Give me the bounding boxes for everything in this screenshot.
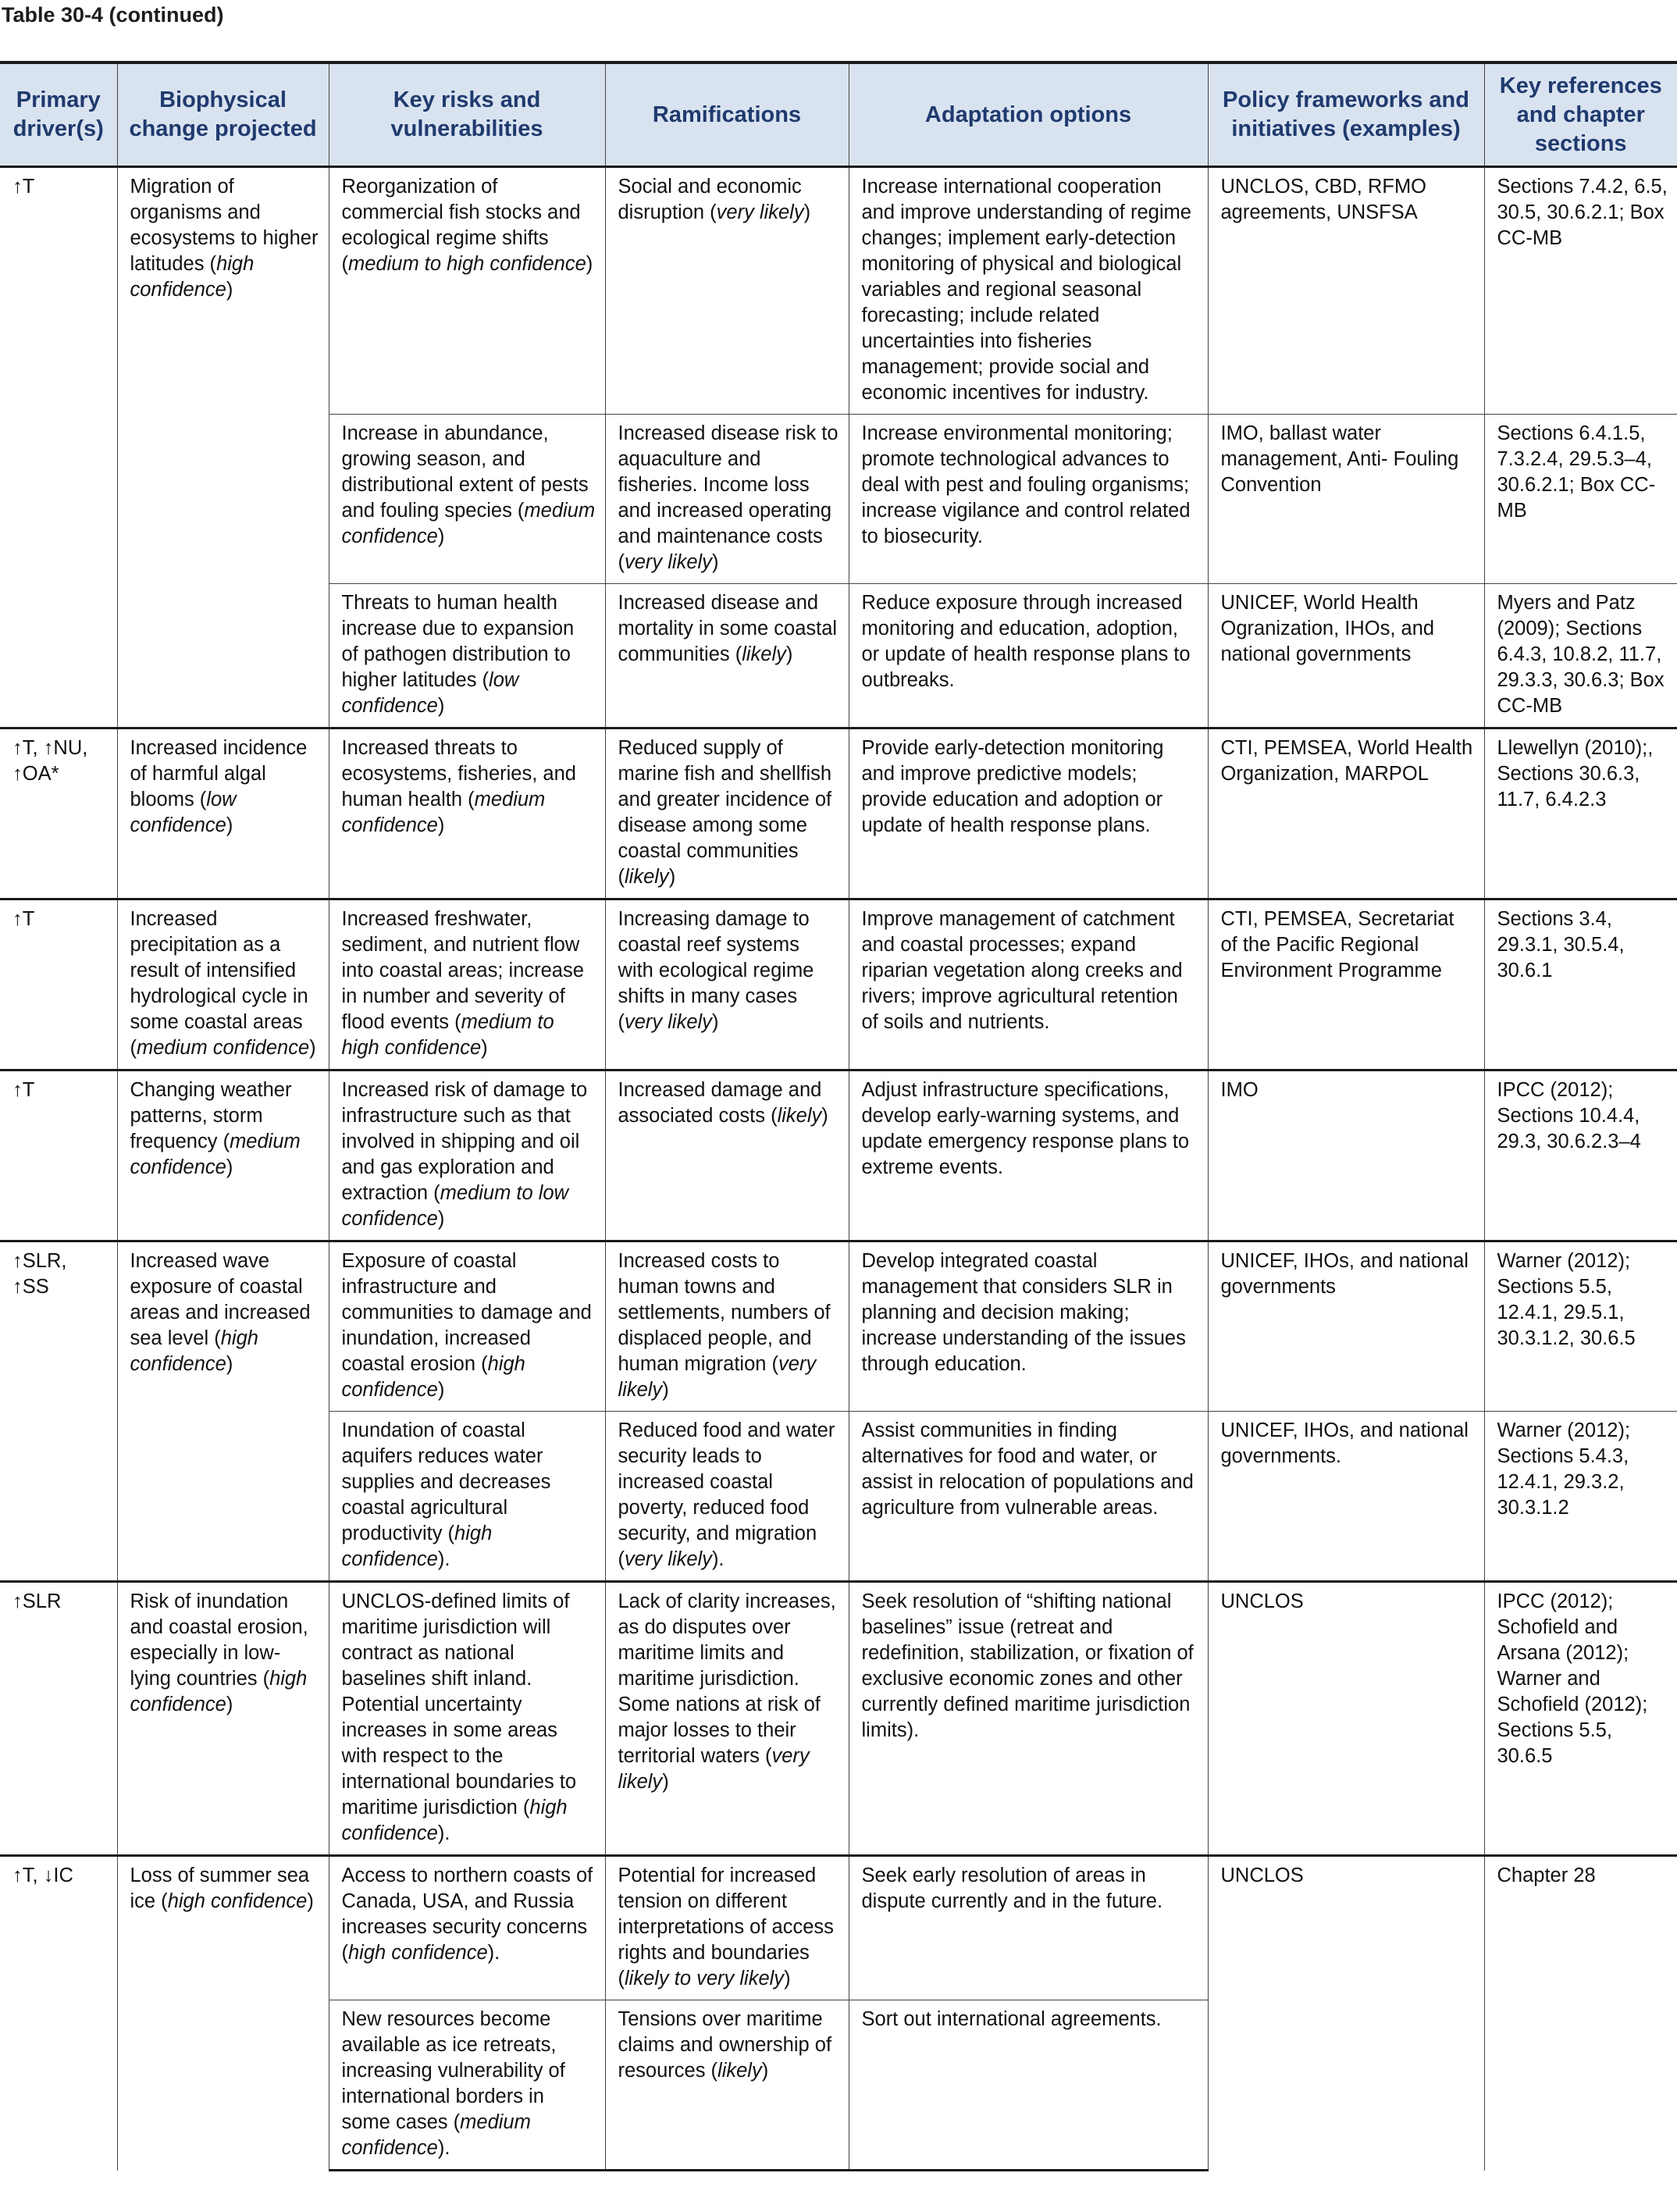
references-cell: Llewellyn (2010);, Sections 30.6.3, 11.7, 6.4.2.3 [1484,728,1677,899]
cell-text: ) [226,1353,233,1375]
ramification-cell [605,1070,849,1241]
policy-cell: IMO, ballast water management, Anti- Fouling Convention [1208,415,1484,584]
ramification-cell [605,2000,849,2171]
references-cell: Warner (2012); Sections 5.5, 12.4.1, 29.5.1, 30.3.1.2, 30.6.5 [1484,1241,1677,1412]
references-cell: Warner (2012); Sections 5.4.3, 12.4.1, 29.3.2, 30.3.1.2 [1484,1412,1677,1582]
confidence-level: very likely [625,1011,712,1033]
confidence-level: very likely [625,1548,712,1570]
confidence-level: very likely [618,1745,810,1793]
adaptation-cell: Reduce exposure through increased monitoring and education, adoption, or update of health response plans to outbreaks. [849,584,1208,728]
cell-text: ) [226,1694,233,1715]
confidence-level: medium confidence [341,500,596,547]
confidence-level: likely to very likely [625,1968,785,1989]
cell-text: ). [437,2137,450,2159]
policy-cell: UNICEF, IHOs, and national governments [1208,1241,1484,1412]
cell-text: Increased incidence of harmful algal blooms ( [130,737,308,810]
key-risk-cell [329,2000,605,2171]
table-row [0,728,1677,899]
header-policy-frameworks: Policy frameworks and initiatives (examples) [1208,62,1484,167]
adaptation-cell: Adjust infrastructure specifications, develop early-warning systems, and update emergency response plans to extreme events. [849,1070,1208,1241]
cell-text: ). [437,1548,450,1570]
confidence-level: medium confidence [130,1131,301,1178]
biophysical-change-cell [117,1856,329,2171]
cell-text: Threats to human health increase due to expansion of pathogen distribution to higher latitudes ( [341,592,575,691]
ramification-cell [605,1856,849,2000]
key-risk-cell [329,1070,605,1241]
confidence-level: likely [777,1105,822,1127]
confidence-level: very likely [618,1353,817,1401]
references-cell: Sections 3.4, 29.3.1, 30.5.4, 30.6.1 [1484,899,1677,1070]
cell-text: Increasing damage to coastal reef systems with ecological regime shifts in many cases ( [618,908,814,1033]
cell-text: Changing weather patterns, storm frequency ( [130,1079,292,1152]
cell-text: ) [437,1379,445,1401]
biophysical-change-cell [117,167,329,728]
cell-text: Increase in abundance, growing season, and distributional extent of pests and fouling species ( [341,422,589,522]
table-row [0,899,1677,1070]
cell-text: Lack of clarity increases, as do disputes over maritime limits and maritime jurisdiction. Some nations at risk of major losses to their territorial waters ( [618,1590,836,1767]
key-risk-cell [329,1241,605,1412]
key-risk-cell [329,728,605,899]
confidence-level: high confidence [167,1890,308,1912]
policy-cell: IMO [1208,1070,1484,1241]
header-key-risks: Key risks and vulnerabilities [329,62,605,167]
primary-driver-cell: ↑SLR, ↑SS [0,1241,117,1582]
adaptation-cell: Provide early-detection monitoring and improve predictive models; provide education and adoption or update of health response plans. [849,728,1208,899]
key-risk-cell [329,167,605,415]
confidence-level: medium to high confidence [348,253,586,275]
primary-driver-cell: ↑T [0,899,117,1070]
header-biophysical-change: Biophysical change projected [117,62,329,167]
adaptation-cell: Assist communities in finding alternatives for food and water, or assist in relocation of populations and agriculture from vulnerable areas. [849,1412,1208,1582]
policy-cell: UNCLOS [1208,1856,1484,2171]
ramification-cell [605,1582,849,1856]
biophysical-change-cell [117,899,329,1070]
cell-text: Access to northern coasts of Canada, USA, and Russia increases security concerns ( [341,1865,593,1964]
cell-text: ) [437,695,445,717]
ramification-cell [605,899,849,1070]
table-row [0,1070,1677,1241]
ramification-cell [605,1412,849,1582]
ramification-cell [605,167,849,415]
confidence-level: high confidence [130,253,255,301]
cell-text: Migration of organisms and ecosystems to higher latitudes ( [130,176,319,275]
confidence-level: likely [742,643,786,665]
cell-text: Increased risk of damage to infrastructure such as that involved in shipping and oil and gas exploration and extraction ( [341,1079,588,1204]
cell-text: ) [437,525,445,547]
key-risk-cell [329,1582,605,1856]
header-primary-drivers: Primary driver(s) [0,62,117,167]
confidence-level: high confidence [341,1353,525,1401]
cell-text: Inundation of coastal aquifers reduces water supplies and decreases coastal agricultural productivity ( [341,1419,551,1544]
policy-cell: UNICEF, IHOs, and national governments. [1208,1412,1484,1582]
cell-text: ). [487,1942,500,1964]
references-cell: Chapter 28 [1484,1856,1677,2171]
table-body [0,167,1677,2171]
cell-text: Reduced food and water security leads to increased coastal poverty, reduced food security, and migration ( [618,1419,835,1570]
ramification-cell [605,415,849,584]
adaptation-cell: Increase environmental monitoring; promote technological advances to deal with pest and fouling organisms; increase vigilance and control related to biosecurity. [849,415,1208,584]
header-ramifications: Ramifications [605,62,849,167]
cell-text: ) [309,1037,316,1059]
cell-text: Increased costs to human towns and settlements, numbers of displaced people, and human migration ( [618,1250,831,1375]
cell-text: ) [662,1379,669,1401]
cell-text: Loss of summer sea ice ( [130,1865,310,1912]
header-row [0,62,1677,167]
cell-text: Social and economic disruption ( [618,176,802,223]
cell-text: Potential for increased tension on different interpretations of access rights and boundaries ( [618,1865,834,1989]
cell-text: ) [662,1771,669,1793]
ramification-cell [605,1241,849,1412]
policy-cell: UNICEF, World Health Ogranization, IHOs, and national governments [1208,584,1484,728]
primary-driver-cell: ↑T, ↑NU, ↑OA* [0,728,117,899]
confidence-level: high confidence [130,1327,258,1375]
cell-text: Reduced supply of marine fish and shellfish and greater incidence of disease among some coastal communities ( [618,737,832,888]
risk-table [0,61,1677,2171]
cell-text: Risk of inundation and coastal erosion, especially in low-lying countries ( [130,1590,308,1690]
adaptation-cell: Sort out international agreements. [849,2000,1208,2171]
cell-text: Increased disease and mortality in some coastal communities ( [618,592,838,665]
primary-driver-cell: ↑T [0,167,117,728]
biophysical-change-cell [117,728,329,899]
cell-text: ) [226,814,233,836]
confidence-level: low confidence [341,669,519,717]
references-cell: IPCC (2012); Sections 10.4.4, 29.3, 30.6.2.3–4 [1484,1070,1677,1241]
references-cell: Myers and Patz (2009); Sections 6.4.3, 10.8.2, 11.7, 29.3.3, 30.6.3; Box CC-MB [1484,584,1677,728]
cell-text: ) [307,1890,314,1912]
primary-driver-cell: ↑T [0,1070,117,1241]
header-adaptation-options: Adaptation options [849,62,1208,167]
policy-cell: UNCLOS, CBD, RFMO agreements, UNSFSA [1208,167,1484,415]
cell-text: Tensions over maritime claims and ownership of resources ( [618,2008,832,2082]
cell-text: Increased precipitation as a result of intensified hydrological cycle in some coastal areas ( [130,908,308,1059]
policy-cell: CTI, PEMSEA, World Health Organization, MARPOL [1208,728,1484,899]
table-row [0,1582,1677,1856]
cell-text: Increased disease risk to aquaculture and fisheries. Income loss and increased operating and maintenance costs ( [618,422,838,573]
ramification-cell [605,728,849,899]
primary-driver-cell: ↑SLR [0,1582,117,1856]
adaptation-cell: Improve management of catchment and coastal processes; expand riparian vegetation along creeks and rivers; improve agricultural retention of soils and nutrients. [849,899,1208,1070]
biophysical-change-cell [117,1582,329,1856]
biophysical-change-cell [117,1241,329,1582]
confidence-level: high confidence [348,1942,488,1964]
confidence-level: medium confidence [341,789,546,836]
cell-text: Reorganization of commercial fish stocks and ecological regime shifts ( [341,176,581,275]
table-row [0,1241,1677,1412]
policy-cell: CTI, PEMSEA, Secretariat of the Pacific Regional Environment Programme [1208,899,1484,1070]
confidence-level: very likely [625,551,712,573]
biophysical-change-cell [117,1070,329,1241]
cell-text: ) [226,1156,233,1178]
cell-text: ). [437,1822,450,1844]
cell-text: ) [437,1208,445,1230]
cell-text: ) [586,253,593,275]
references-cell: Sections 7.4.2, 6.5, 30.5, 30.6.2.1; Box CC-MB [1484,167,1677,415]
cell-text: ) [437,814,445,836]
confidence-level: low confidence [130,789,237,836]
confidence-level: medium confidence [341,2111,531,2159]
page-title: Table 30-4 (continued) [2,3,224,27]
confidence-level: medium to low confidence [341,1182,569,1230]
confidence-level: high confidence [341,1797,568,1844]
cell-text: ) [668,866,676,888]
key-risk-cell [329,584,605,728]
cell-text: ) [711,551,719,573]
confidence-level: medium to high confidence [341,1011,554,1059]
adaptation-cell: Increase international cooperation and improve understanding of regime changes; implement early-detection monitoring of physical and biological variables and regional seasonal forecasting; include related uncertainties into fisheries management; provide social and economic incentives for industry. [849,167,1208,415]
key-risk-cell [329,1856,605,2000]
references-cell: IPCC (2012); Schofield and Arsana (2012); Warner and Schofield (2012); Sections 5.5, 30.6.5 [1484,1582,1677,1856]
adaptation-cell: Seek early resolution of areas in dispute currently and in the future. [849,1856,1208,2000]
cell-text: New resources become available as ice retreats, increasing vulnerability of international borders in some cases ( [341,2008,565,2133]
cell-text: ) [784,1968,791,1989]
cell-text: ) [711,1011,719,1033]
cell-text: ) [803,201,811,223]
key-risk-cell [329,415,605,584]
references-cell: Sections 6.4.1.5, 7.3.2.4, 29.5.3–4, 30.6.2.1; Box CC-MB [1484,415,1677,584]
cell-text: ). [711,1548,725,1570]
cell-text: ) [481,1037,488,1059]
policy-cell: UNCLOS [1208,1582,1484,1856]
cell-text: Increased wave exposure of coastal areas and increased sea level ( [130,1250,311,1349]
cell-text: ) [785,643,793,665]
confidence-level: likely [625,866,669,888]
cell-text: Increased threats to ecosystems, fisheries, and human health ( [341,737,576,810]
confidence-level: high confidence [130,1668,308,1715]
cell-text: Increased freshwater, sediment, and nutrient flow into coastal areas; increase in number and severity of flood events ( [341,908,584,1033]
table-row [0,167,1677,415]
cell-text: ) [761,2060,769,2082]
cell-text: Increased damage and associated costs ( [618,1079,822,1127]
adaptation-cell: Seek resolution of “shifting national baselines” issue (retreat and redefinition, stabilization, or fixation of exclusive economic zones and other currently defined maritime jurisdiction limits). [849,1582,1208,1856]
key-risk-cell [329,1412,605,1582]
key-risk-cell [329,899,605,1070]
cell-text: ) [226,279,233,301]
confidence-level: high confidence [341,1523,493,1570]
cell-text: Exposure of coastal infrastructure and communities to damage and inundation, increased coastal erosion ( [341,1250,592,1375]
table-row [0,1856,1677,2000]
cell-text: UNCLOS-defined limits of maritime jurisdiction will contract as national baselines shift inland. Potential uncertainty increases in some areas with respect to the international boundaries to maritime jurisdiction ( [341,1590,577,1818]
adaptation-cell: Develop integrated coastal management that considers SLR in planning and decision making; increase understanding of the issues through education. [849,1241,1208,1412]
header-key-references: Key references and chapter sections [1484,62,1677,167]
confidence-level: very likely [716,201,804,223]
cell-text: ) [821,1105,828,1127]
confidence-level: likely [717,2060,762,2082]
ramification-cell [605,584,849,728]
confidence-level: medium confidence [137,1037,310,1059]
primary-driver-cell: ↑T, ↓IC [0,1856,117,2171]
